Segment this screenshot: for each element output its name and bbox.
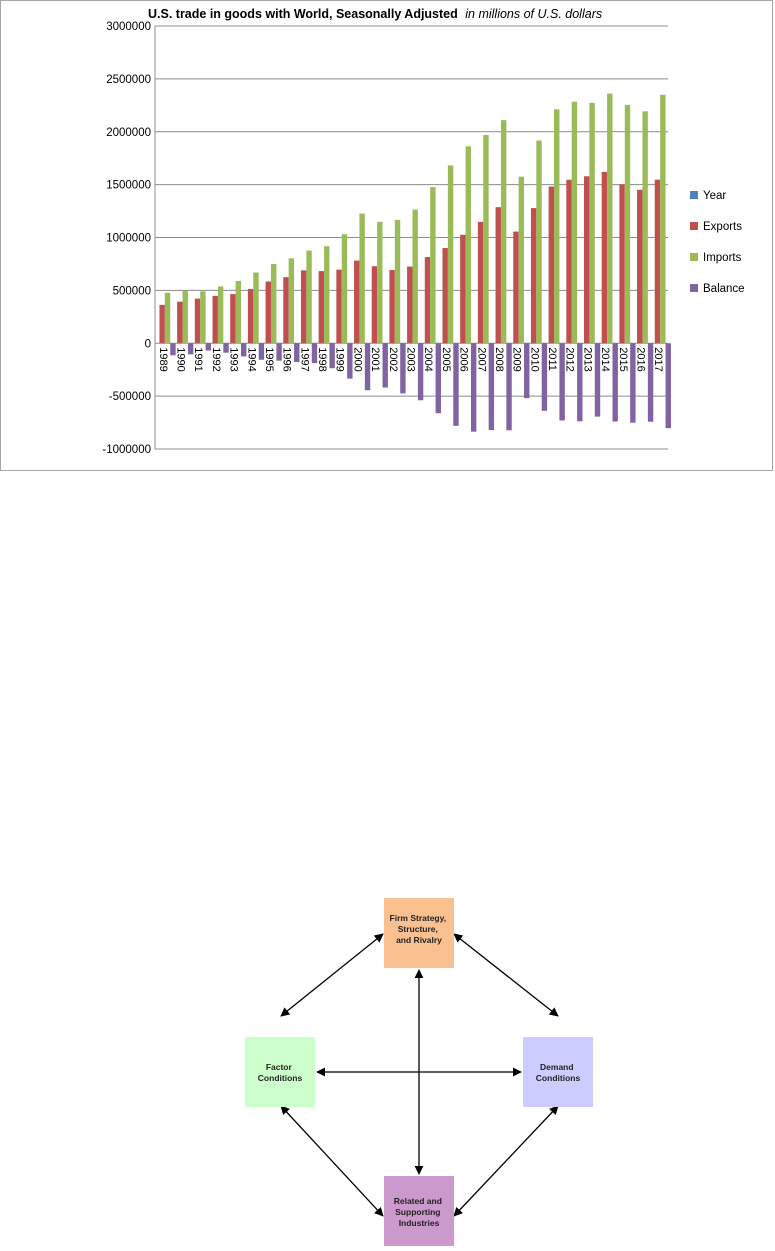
bar-exports-2013	[584, 176, 589, 343]
bar-imports-2002	[395, 220, 400, 343]
bar-exports-2016	[637, 190, 642, 343]
box-related-supporting	[384, 1176, 454, 1246]
box-factor-conditions	[245, 1037, 315, 1107]
legend-swatch-balance	[690, 284, 698, 292]
x-tick-label: 1991	[192, 347, 205, 372]
bar-exports-2001	[372, 266, 377, 343]
x-tick-label: 2006	[457, 347, 470, 372]
bar-exports-2006	[460, 235, 465, 343]
bar-imports-2005	[448, 165, 453, 343]
box-firm-strategy-line-1: Firm Strategy,	[389, 913, 447, 923]
y-axis-tick-labels	[102, 21, 151, 456]
legend-swatch-exports	[690, 222, 698, 230]
bar-exports-2004	[425, 257, 430, 343]
bar-exports-2007	[478, 222, 483, 343]
porter-diamond-diagram	[0, 880, 775, 1251]
chart-title-bold: U.S. trade in goods with World, Seasonally Adjusted	[148, 7, 458, 21]
arrow-top-right	[454, 934, 558, 1016]
x-tick-label: 2000	[351, 347, 364, 372]
legend-swatch-year	[690, 191, 698, 199]
box-firm-strategy-line-3: and Rivalry	[396, 935, 442, 945]
legend-label-exports: Exports	[703, 221, 742, 233]
bar-exports-1989	[159, 305, 164, 343]
box-firm-strategy-line-2: Structure,	[397, 924, 438, 934]
box-demand-conditions-line-1: Demand	[540, 1062, 574, 1072]
x-tick-label: 1992	[209, 347, 222, 372]
x-tick-label: 2016	[634, 347, 647, 372]
x-tick-label: 2012	[563, 347, 576, 372]
bar-exports-2012	[566, 180, 571, 343]
x-tick-label: 1999	[333, 347, 346, 372]
box-related-supporting-line-1: Related and	[393, 1196, 442, 1206]
bar-imports-2015	[625, 105, 630, 343]
bar-imports-1990	[183, 291, 188, 344]
bar-exports-1994	[248, 289, 253, 343]
box-related-supporting-line-3: Industries	[398, 1218, 440, 1228]
bar-imports-2001	[377, 222, 382, 343]
x-tick-label: 2009	[510, 347, 523, 372]
bar-imports-2009	[519, 177, 524, 344]
bar-exports-2009	[513, 232, 518, 344]
arrow-left-bottom	[281, 1106, 383, 1216]
bar-exports-2008	[496, 207, 501, 343]
x-tick-label: 2017	[652, 347, 665, 372]
box-factor-conditions-line-1: Factor	[265, 1062, 292, 1072]
bar-imports-1999	[342, 234, 347, 343]
bar-exports-1993	[230, 294, 235, 343]
x-tick-label: 2015	[616, 347, 629, 372]
legend-label-year: Year	[703, 190, 727, 202]
bar-imports-2011	[554, 109, 559, 343]
bar-imports-1996	[289, 258, 294, 343]
y-tick-label: 0	[144, 338, 151, 351]
bar-imports-2014	[607, 94, 612, 344]
y-tick-label: 3000000	[106, 21, 151, 33]
bar-exports-1998	[319, 271, 324, 343]
bar-imports-1992	[218, 286, 223, 343]
x-tick-label: 2010	[528, 347, 541, 372]
x-tick-label: 2001	[369, 347, 382, 372]
bar-imports-2003	[413, 210, 418, 344]
bar-imports-1998	[324, 246, 329, 343]
bar-exports-2014	[602, 172, 607, 343]
legend-label-balance: Balance	[703, 283, 745, 295]
bar-imports-2013	[589, 103, 594, 343]
bar-exports-1995	[266, 281, 271, 343]
bar-exports-1990	[177, 302, 182, 344]
trade-bar-chart	[0, 0, 775, 475]
y-tick-label: 1500000	[106, 179, 151, 192]
legend-swatch-imports	[690, 253, 698, 261]
bar-exports-1997	[301, 270, 306, 343]
bar-imports-2010	[536, 141, 541, 344]
bar-imports-2008	[501, 120, 506, 343]
x-tick-label: 2011	[546, 347, 559, 371]
svg-text:Demand Conditions	[536, 1062, 581, 1083]
bar-imports-2017	[660, 95, 665, 344]
arrow-right-bottom	[454, 1106, 558, 1216]
bar-exports-2011	[549, 187, 554, 344]
y-tick-label: 2500000	[106, 73, 151, 86]
x-tick-label: 1997	[298, 347, 311, 372]
arrow-top-left	[281, 934, 383, 1016]
x-tick-label: 2013	[581, 347, 594, 372]
bar-imports-1989	[165, 293, 170, 343]
x-tick-label: 1996	[280, 347, 293, 372]
x-tick-label: 2014	[599, 347, 612, 372]
bar-balance-2017	[666, 343, 671, 428]
x-tick-label: 1990	[174, 347, 187, 372]
bar-exports-2005	[442, 248, 447, 343]
bar-exports-2002	[389, 270, 394, 343]
x-tick-label: 2005	[439, 347, 452, 372]
bar-imports-1991	[200, 291, 205, 343]
x-tick-label: 2002	[386, 347, 399, 372]
chart-title-italic: in millions of U.S. dollars	[465, 7, 603, 21]
bar-imports-2006	[466, 146, 471, 343]
x-tick-label: 2003	[404, 347, 417, 372]
box-factor-conditions-line-2: Conditions	[257, 1073, 303, 1083]
x-tick-label: 2007	[475, 347, 488, 372]
bar-imports-1995	[271, 264, 276, 343]
bar-exports-2010	[531, 208, 536, 343]
x-tick-label: 1994	[245, 347, 258, 372]
box-demand-conditions	[523, 1037, 593, 1107]
bar-imports-1997	[306, 251, 311, 344]
y-tick-label: -1000000	[102, 444, 151, 456]
legend-label-imports: Imports	[703, 252, 742, 264]
bars	[156, 94, 671, 432]
bar-exports-2000	[354, 261, 359, 344]
bar-imports-2004	[430, 187, 435, 343]
bar-exports-1992	[213, 296, 218, 343]
y-tick-label: -500000	[108, 391, 151, 404]
y-tick-label: 1000000	[106, 232, 151, 245]
bar-exports-1999	[336, 270, 341, 344]
bar-imports-1993	[236, 281, 241, 343]
svg-text:Firm Strategy, Structure	[390, 913, 449, 945]
legend	[690, 190, 745, 295]
x-axis-tick-labels	[157, 347, 664, 371]
bar-imports-2012	[572, 102, 577, 344]
bar-imports-2016	[642, 111, 647, 343]
bar-exports-2015	[619, 184, 624, 343]
x-tick-label: 2008	[492, 347, 505, 372]
box-firm-strategy	[384, 898, 454, 968]
x-tick-label: 1993	[227, 347, 240, 372]
x-tick-label: 1989	[156, 347, 169, 372]
bar-exports-2017	[655, 180, 660, 344]
x-tick-label: 2004	[422, 347, 435, 372]
y-tick-label: 500000	[112, 285, 151, 298]
bar-imports-1994	[253, 273, 258, 344]
chart-title	[148, 7, 602, 21]
y-tick-label: 2000000	[106, 126, 151, 139]
bar-exports-1996	[283, 277, 288, 343]
x-tick-label: 1995	[262, 347, 275, 372]
bar-exports-2003	[407, 267, 412, 344]
bar-imports-2007	[483, 135, 488, 343]
box-demand-conditions-line-2: Conditions	[535, 1073, 581, 1083]
bar-imports-2000	[359, 214, 364, 344]
box-related-supporting-line-2: Supporting	[395, 1207, 441, 1217]
x-tick-label: 1998	[316, 347, 329, 372]
svg-text:Related and Supporting	[394, 1196, 445, 1228]
bar-exports-1991	[195, 299, 200, 344]
